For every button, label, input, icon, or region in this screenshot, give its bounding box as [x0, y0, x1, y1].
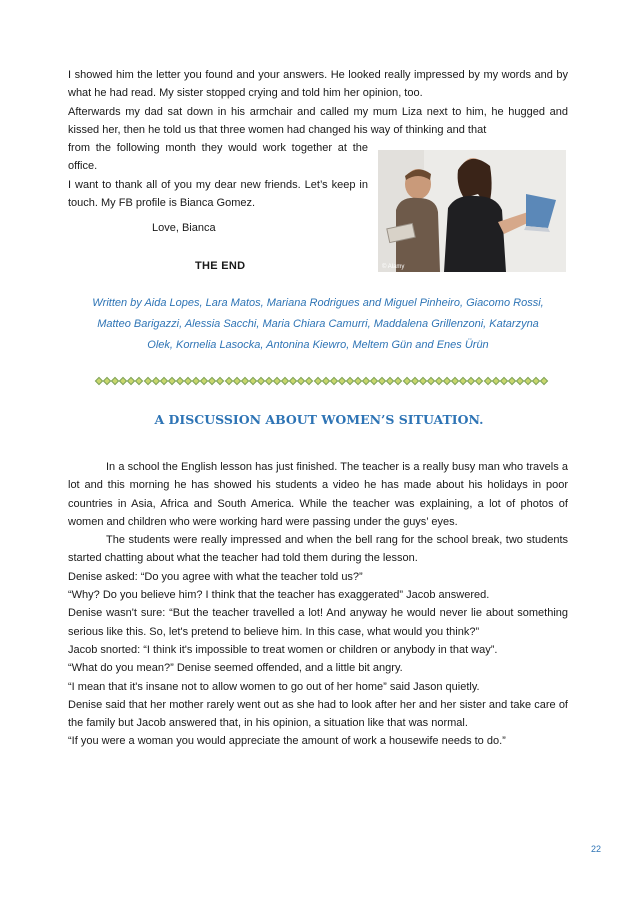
paragraph: Jacob snorted: “I think it's impossible to treat women or children or anybody in that way”.	[68, 643, 498, 656]
divider-diamond	[160, 377, 168, 385]
divider-diamond	[483, 377, 491, 385]
divider-diamond	[135, 377, 143, 385]
paragraph: I want to thank all of you my dear new friends. Let’s keep in touch. My FB profile is Bianca Gomez.	[68, 178, 368, 209]
decorative-divider	[96, 376, 548, 386]
paragraph: Denise wasn't sure: “But the teacher travelled a lot! And anyway he would never lie about something serious like this. So, let's pretend to believe him. In this case, what would you think?”	[68, 607, 568, 638]
credits-line: Olek, Kornelia Lasocka, Antonina Kiewro, Meltem Gün and Enes Ürün	[147, 339, 489, 351]
paragraph: “If you were a woman you would appreciate the amount of work a housewife needs to do.”	[68, 735, 506, 748]
divider-diamond	[249, 377, 257, 385]
divider-diamond	[151, 377, 159, 385]
paragraph: “I mean that it's insane not to allow women to go out of her home” said Jason quietly.	[68, 680, 480, 693]
paragraph: “Why? Do you believe him? I think that the teacher has exaggerated” Jacob answered.	[68, 589, 490, 602]
story-text	[68, 458, 568, 751]
divider-diamond	[224, 377, 232, 385]
paragraph: The students were really impressed and when the bell rang for the school break, two students started chatting about what the teacher had told them during the lesson.	[68, 534, 568, 565]
paragraph: In a school the English lesson has just finished. The teacher is a really busy man who travels a lot and this morning he has showed his students a video he has made about his holidays in poor countries in Asia, Africa and South America. While the teacher was explaining, a lot of photos of women and children who were working hard were passing under the guys’ eyes.	[68, 461, 568, 528]
credits-line: Written by Aida Lopes, Lara Matos, Mariana Rodrigues and Miguel Pinheiro, Giacomo Rossi,	[92, 297, 544, 309]
photo-watermark: © Alamy	[382, 264, 405, 270]
paragraph: from the following month they would work together at the office.	[68, 142, 368, 173]
paragraph: I showed him the letter you found and your answers. He looked really impressed by my words and by what he had read. My sister stopped crying and told him her opinion, too.	[68, 69, 568, 100]
divider-diamond	[329, 377, 337, 385]
page-number: 22	[590, 844, 601, 854]
divider-diamond	[394, 377, 402, 385]
divider-diamond	[499, 377, 507, 385]
divider-diamond	[410, 377, 418, 385]
paragraph: Denise said that her mother rarely went out as she had to look after her and her sister and take care of the family but Jacob answered that, in his opinion, a situation like that was normal.	[68, 698, 568, 730]
divider-diamond	[305, 377, 313, 385]
credits-line: Matteo Barigazzi, Alessia Sacchi, Maria Chiara Camurri, Maddalena Grillenzoni, Katarzyna	[97, 318, 539, 330]
divider-diamond	[402, 377, 410, 385]
signoff: Love, Bianca	[152, 222, 216, 234]
the-end-heading: THE END	[195, 260, 246, 272]
photo-illustration	[378, 150, 566, 272]
paragraph: “What do you mean?” Denise seemed offended, and a little bit angry.	[68, 662, 403, 675]
divider-diamond	[321, 377, 329, 385]
intro-text	[68, 66, 568, 139]
photo-man-woman-ironing	[378, 150, 566, 272]
paragraph: Afterwards my dad sat down in his armchair and called my mum Liza next to him, he hugged and kissed her, then he told us that three women had changed his way of thinking and that	[68, 105, 568, 136]
divider-diamond	[491, 377, 499, 385]
divider-diamond	[475, 377, 483, 385]
divider-diamond	[419, 377, 427, 385]
paragraph: Denise asked: “Do you agree with what the teacher told us?”	[68, 570, 363, 583]
credits	[68, 293, 568, 356]
wrapped-text	[68, 139, 368, 212]
divider-diamond	[240, 377, 248, 385]
divider-diamond	[508, 377, 516, 385]
divider-diamond	[143, 377, 151, 385]
divider-diamond	[313, 377, 321, 385]
divider-diamond	[232, 377, 240, 385]
divider-diamond	[540, 377, 548, 385]
divider-diamond	[216, 377, 224, 385]
section-title: A DISCUSSION ABOUT WOMEN’S SITUATION.	[154, 412, 484, 427]
